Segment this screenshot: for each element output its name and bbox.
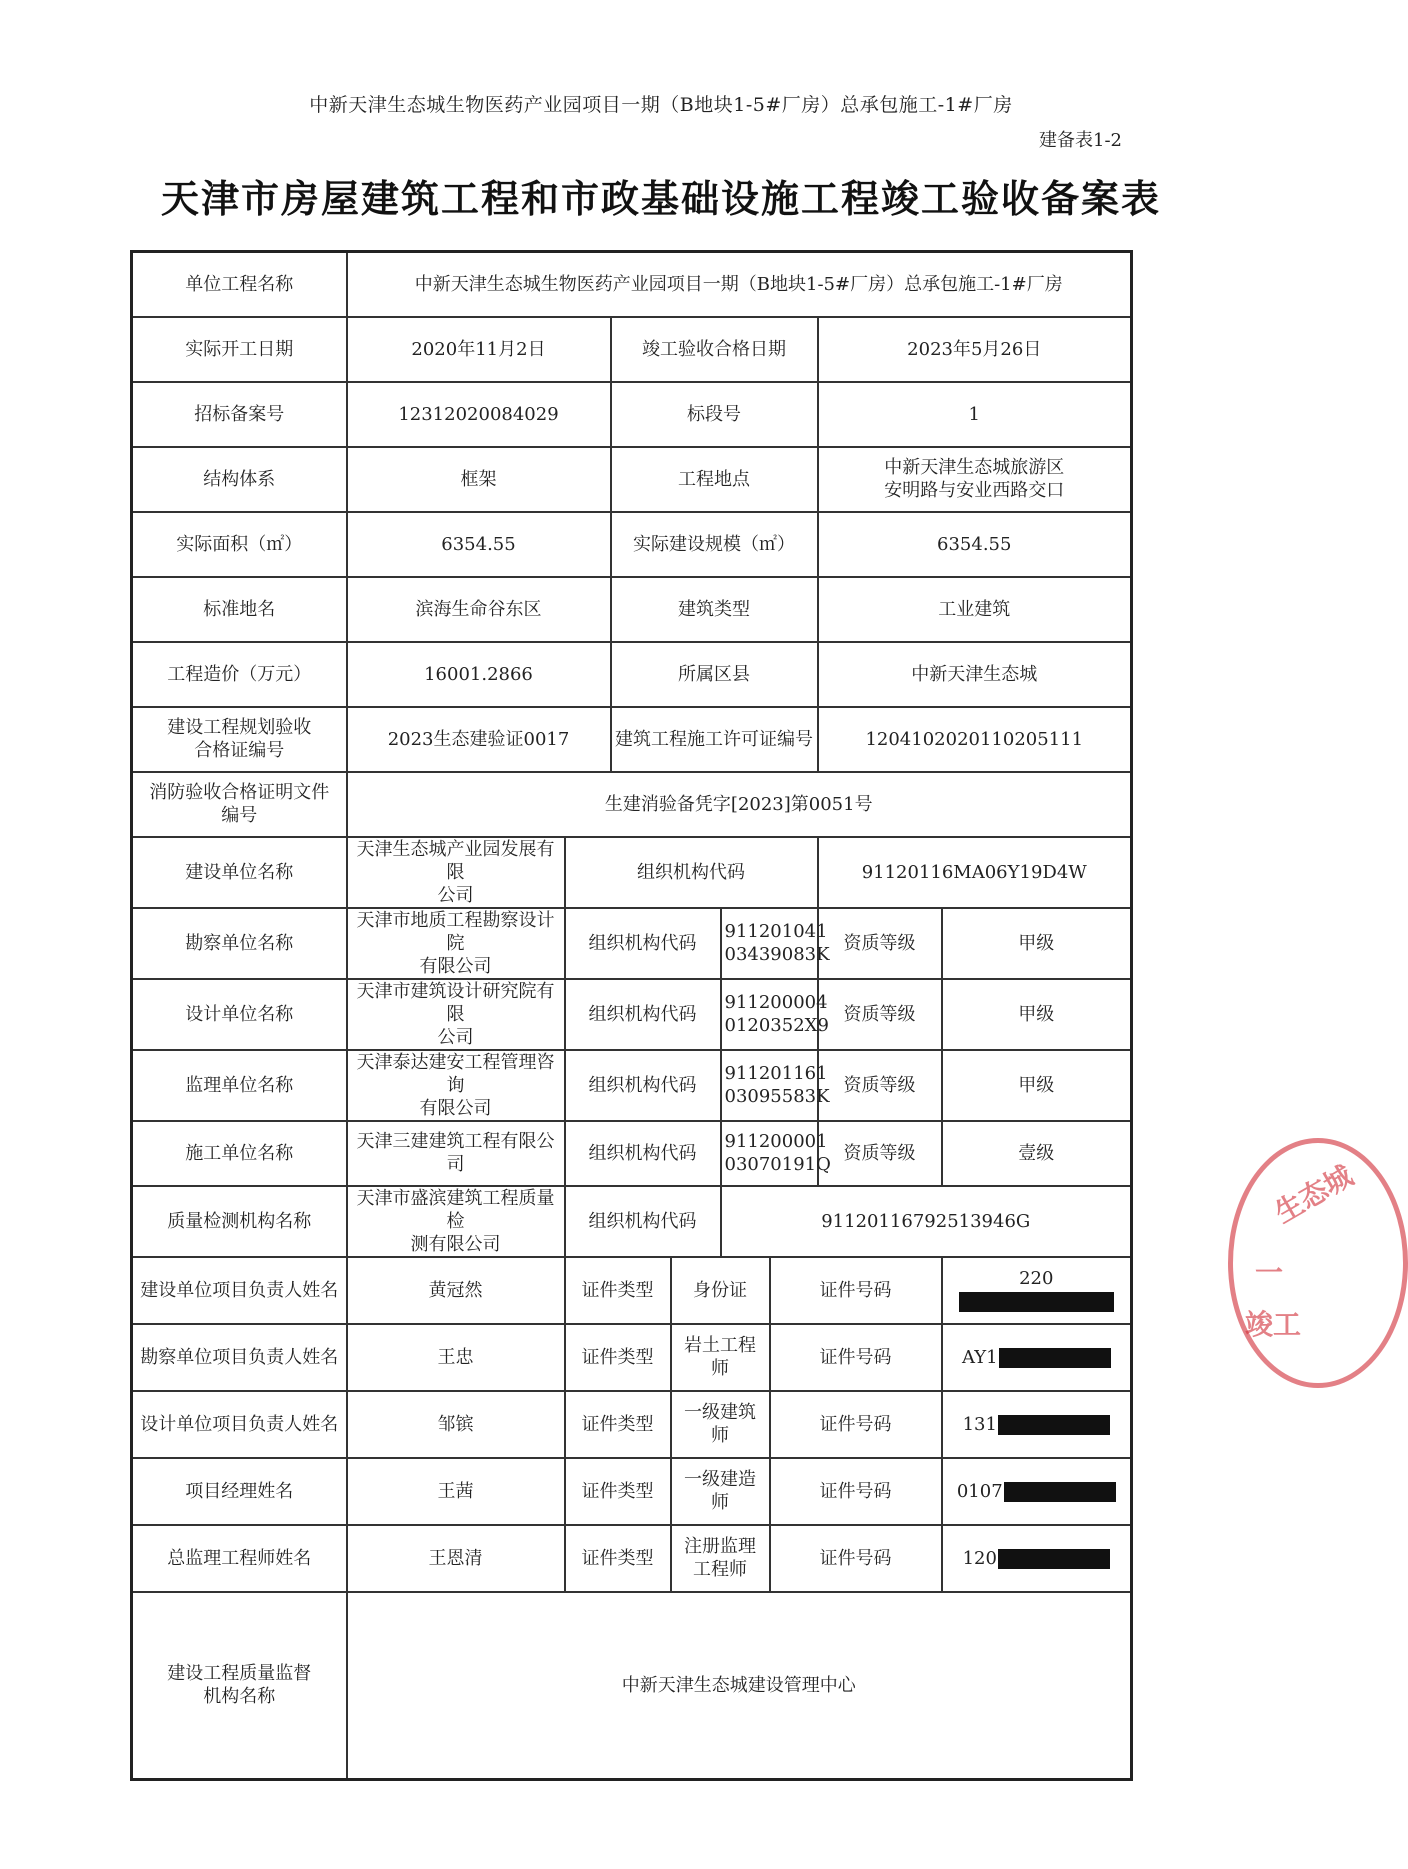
row-chief-supervisor: [132, 1525, 1132, 1592]
row-quality-supervision: [132, 1592, 1132, 1780]
value-planning-cert: 2023生态建验证0017: [347, 707, 611, 772]
label-supervisor-org-code: 组织机构代码: [565, 1050, 721, 1121]
row-dates: [132, 317, 1132, 382]
label-project-manager-cert-type: 证件类型: [565, 1458, 671, 1525]
value-design-org-code: 911200004 0120352X9: [721, 979, 818, 1050]
label-project-manager-cert-no: 证件号码: [770, 1458, 942, 1525]
label-fire-cert: 消防验收合格证明文件 编号: [132, 772, 347, 837]
value-permit: 1204102020110205111: [818, 707, 1132, 772]
label-location: 工程地点: [611, 447, 818, 512]
document-header: 中新天津生态城生物医药产业园项目一期（B地块1-5#厂房）总承包施工-1#厂房: [309, 94, 1013, 116]
label-builder-org-code: 组织机构代码: [565, 837, 818, 908]
value-supervisor-qual: 甲级: [942, 1050, 1132, 1121]
label-actual-scale: 实际建设规模（㎡）: [611, 512, 818, 577]
value-contractor-unit-name: 天津三建建筑工程有限公司: [347, 1121, 565, 1186]
value-design-qual: 甲级: [942, 979, 1132, 1050]
value-chief-supervisor-name: 王恩清: [347, 1525, 565, 1592]
value-unit-project: 中新天津生态城生物医药产业园项目一期（B地块1-5#厂房）总承包施工-1#厂房: [347, 252, 1132, 317]
value-testing-unit-name: 天津市盛滨建筑工程质量检 测有限公司: [347, 1186, 565, 1257]
value-builder-pm-name: 黄冠然: [347, 1257, 565, 1324]
label-completion-date: 竣工验收合格日期: [611, 317, 818, 382]
label-bid-record: 招标备案号: [132, 382, 347, 447]
value-chief-supervisor-cert-type: 注册监理 工程师: [671, 1525, 770, 1592]
label-district: 所属区县: [611, 642, 818, 707]
label-section-no: 标段号: [611, 382, 818, 447]
label-builder: 建设单位名称: [132, 837, 347, 908]
row-design-unit: [132, 979, 1132, 1050]
value-testing-org-code: 91120116792513946G: [721, 1186, 1132, 1257]
label-builder-pm-cert-type: 证件类型: [565, 1257, 671, 1324]
value-location: [818, 447, 1132, 512]
row-survey-pm: [132, 1324, 1132, 1391]
label-testing-org-code: 组织机构代码: [565, 1186, 721, 1257]
row-project-manager: [132, 1458, 1132, 1525]
label-chief-supervisor-cert-type: 证件类型: [565, 1525, 671, 1592]
value-contractor-qual: 壹级: [942, 1121, 1132, 1186]
label-supervisor-unit: 监理单位名称: [132, 1050, 347, 1121]
value-project-manager-cert-type: 一级建造 师: [671, 1458, 770, 1525]
location-line-2: 安明路与安业西路交口: [884, 480, 1065, 501]
value-actual-scale: 6354.55: [818, 512, 1132, 577]
label-permit: 建筑工程施工许可证编号: [611, 707, 818, 772]
record-form-table: [130, 250, 1133, 1781]
row-testing-unit: [132, 1186, 1132, 1257]
row-fire: [132, 772, 1132, 837]
redaction-bar: [998, 1415, 1110, 1435]
row-planning: [132, 707, 1132, 772]
value-design-unit-name: 天津市建筑设计研究院有限 公司: [347, 979, 565, 1050]
label-start-date: 实际开工日期: [132, 317, 347, 382]
label-survey-pm: 勘察单位项目负责人姓名: [132, 1324, 347, 1391]
label-survey-pm-cert-no: 证件号码: [770, 1324, 942, 1391]
row-cost: [132, 642, 1132, 707]
value-structure: 框架: [347, 447, 611, 512]
label-survey-qual: 资质等级: [818, 908, 942, 979]
label-cost: 工程造价（万元）: [132, 642, 347, 707]
label-design-org-code: 组织机构代码: [565, 979, 721, 1050]
value-completion-date: 2023年5月26日: [818, 317, 1132, 382]
row-contractor-unit: [132, 1121, 1132, 1186]
value-quality-supervision: 中新天津生态城建设管理中心: [347, 1592, 1132, 1780]
row-area: [132, 512, 1132, 577]
label-survey-pm-cert-type: 证件类型: [565, 1324, 671, 1391]
label-contractor-unit: 施工单位名称: [132, 1121, 347, 1186]
label-survey-unit: 勘察单位名称: [132, 908, 347, 979]
value-cost: 16001.2866: [347, 642, 611, 707]
row-bid: [132, 382, 1132, 447]
label-design-unit: 设计单位名称: [132, 979, 347, 1050]
value-bid-record: 12312020084029: [347, 382, 611, 447]
redaction-bar: [959, 1292, 1114, 1312]
label-design-pm-cert-no: 证件号码: [770, 1391, 942, 1458]
label-chief-supervisor: 总监理工程师姓名: [132, 1525, 347, 1592]
row-unit-project: [132, 252, 1132, 317]
label-supervisor-qual: 资质等级: [818, 1050, 942, 1121]
value-builder-name: 天津生态城产业园发展有限 公司: [347, 837, 565, 908]
row-structure: [132, 447, 1132, 512]
label-planning-cert: 建设工程规划验收 合格证编号: [132, 707, 347, 772]
red-seal-stamp: 生态城 一 竣工: [1228, 1138, 1408, 1388]
value-section-no: 1: [818, 382, 1132, 447]
label-structure: 结构体系: [132, 447, 347, 512]
label-design-pm-cert-type: 证件类型: [565, 1391, 671, 1458]
label-testing-unit: 质量检测机构名称: [132, 1186, 347, 1257]
label-quality-supervision: 建设工程质量监督 机构名称: [132, 1592, 347, 1780]
row-builder-pm: [132, 1257, 1132, 1324]
value-contractor-org-code: 911200001 03070191Q: [721, 1121, 818, 1186]
label-builder-pm: 建设单位项目负责人姓名: [132, 1257, 347, 1324]
value-survey-pm-cert-type: 岩土工程 师: [671, 1324, 770, 1391]
label-place-name: 标准地名: [132, 577, 347, 642]
label-contractor-org-code: 组织机构代码: [565, 1121, 721, 1186]
value-survey-qual: 甲级: [942, 908, 1132, 979]
value-survey-org-code: 911201041 03439083K: [721, 908, 818, 979]
redaction-bar: [998, 1549, 1110, 1569]
value-supervisor-org-code: 911201161 03095583K: [721, 1050, 818, 1121]
label-builder-pm-cert-no: 证件号码: [770, 1257, 942, 1324]
value-design-pm-name: 邹镔: [347, 1391, 565, 1458]
value-design-pm-cert-no: 131: [942, 1391, 1132, 1458]
value-start-date: 2020年11月2日: [347, 317, 611, 382]
label-contractor-qual: 资质等级: [818, 1121, 942, 1186]
label-design-pm: 设计单位项目负责人姓名: [132, 1391, 347, 1458]
label-unit-project: 单位工程名称: [132, 252, 347, 317]
value-fire-cert: 生建消验备凭字[2023]第0051号: [347, 772, 1132, 837]
row-supervisor-unit: [132, 1050, 1132, 1121]
value-project-manager-cert-no: 0107: [942, 1458, 1132, 1525]
redaction-bar: [999, 1348, 1111, 1368]
value-survey-pm-name: 王忠: [347, 1324, 565, 1391]
value-building-type: 工业建筑: [818, 577, 1132, 642]
label-actual-area: 实际面积（㎡）: [132, 512, 347, 577]
value-builder-pm-cert-no: 220: [942, 1257, 1132, 1324]
label-survey-org-code: 组织机构代码: [565, 908, 721, 979]
value-chief-supervisor-cert-no: 120: [942, 1525, 1132, 1592]
value-supervisor-unit-name: 天津泰达建安工程管理咨询 有限公司: [347, 1050, 565, 1121]
form-code: 建备表1-2: [1039, 130, 1122, 151]
value-district: 中新天津生态城: [818, 642, 1132, 707]
label-design-qual: 资质等级: [818, 979, 942, 1050]
row-place: [132, 577, 1132, 642]
page-title: 天津市房屋建筑工程和市政基础设施工程竣工验收备案表: [160, 176, 1161, 221]
row-survey-unit: [132, 908, 1132, 979]
value-builder-pm-cert-type: 身份证: [671, 1257, 770, 1324]
redaction-bar: [1004, 1482, 1116, 1502]
value-builder-org-code: 91120116MA06Y19D4W: [818, 837, 1132, 908]
location-line-1: 中新天津生态城旅游区: [884, 457, 1065, 478]
value-place-name: 滨海生命谷东区: [347, 577, 611, 642]
value-survey-pm-cert-no: AY1: [942, 1324, 1132, 1391]
row-builder: [132, 837, 1132, 908]
label-project-manager: 项目经理姓名: [132, 1458, 347, 1525]
label-building-type: 建筑类型: [611, 577, 818, 642]
label-chief-supervisor-cert-no: 证件号码: [770, 1525, 942, 1592]
value-design-pm-cert-type: 一级建筑 师: [671, 1391, 770, 1458]
value-survey-unit-name: 天津市地质工程勘察设计院 有限公司: [347, 908, 565, 979]
row-design-pm: [132, 1391, 1132, 1458]
value-project-manager-name: 王茜: [347, 1458, 565, 1525]
value-actual-area: 6354.55: [347, 512, 611, 577]
